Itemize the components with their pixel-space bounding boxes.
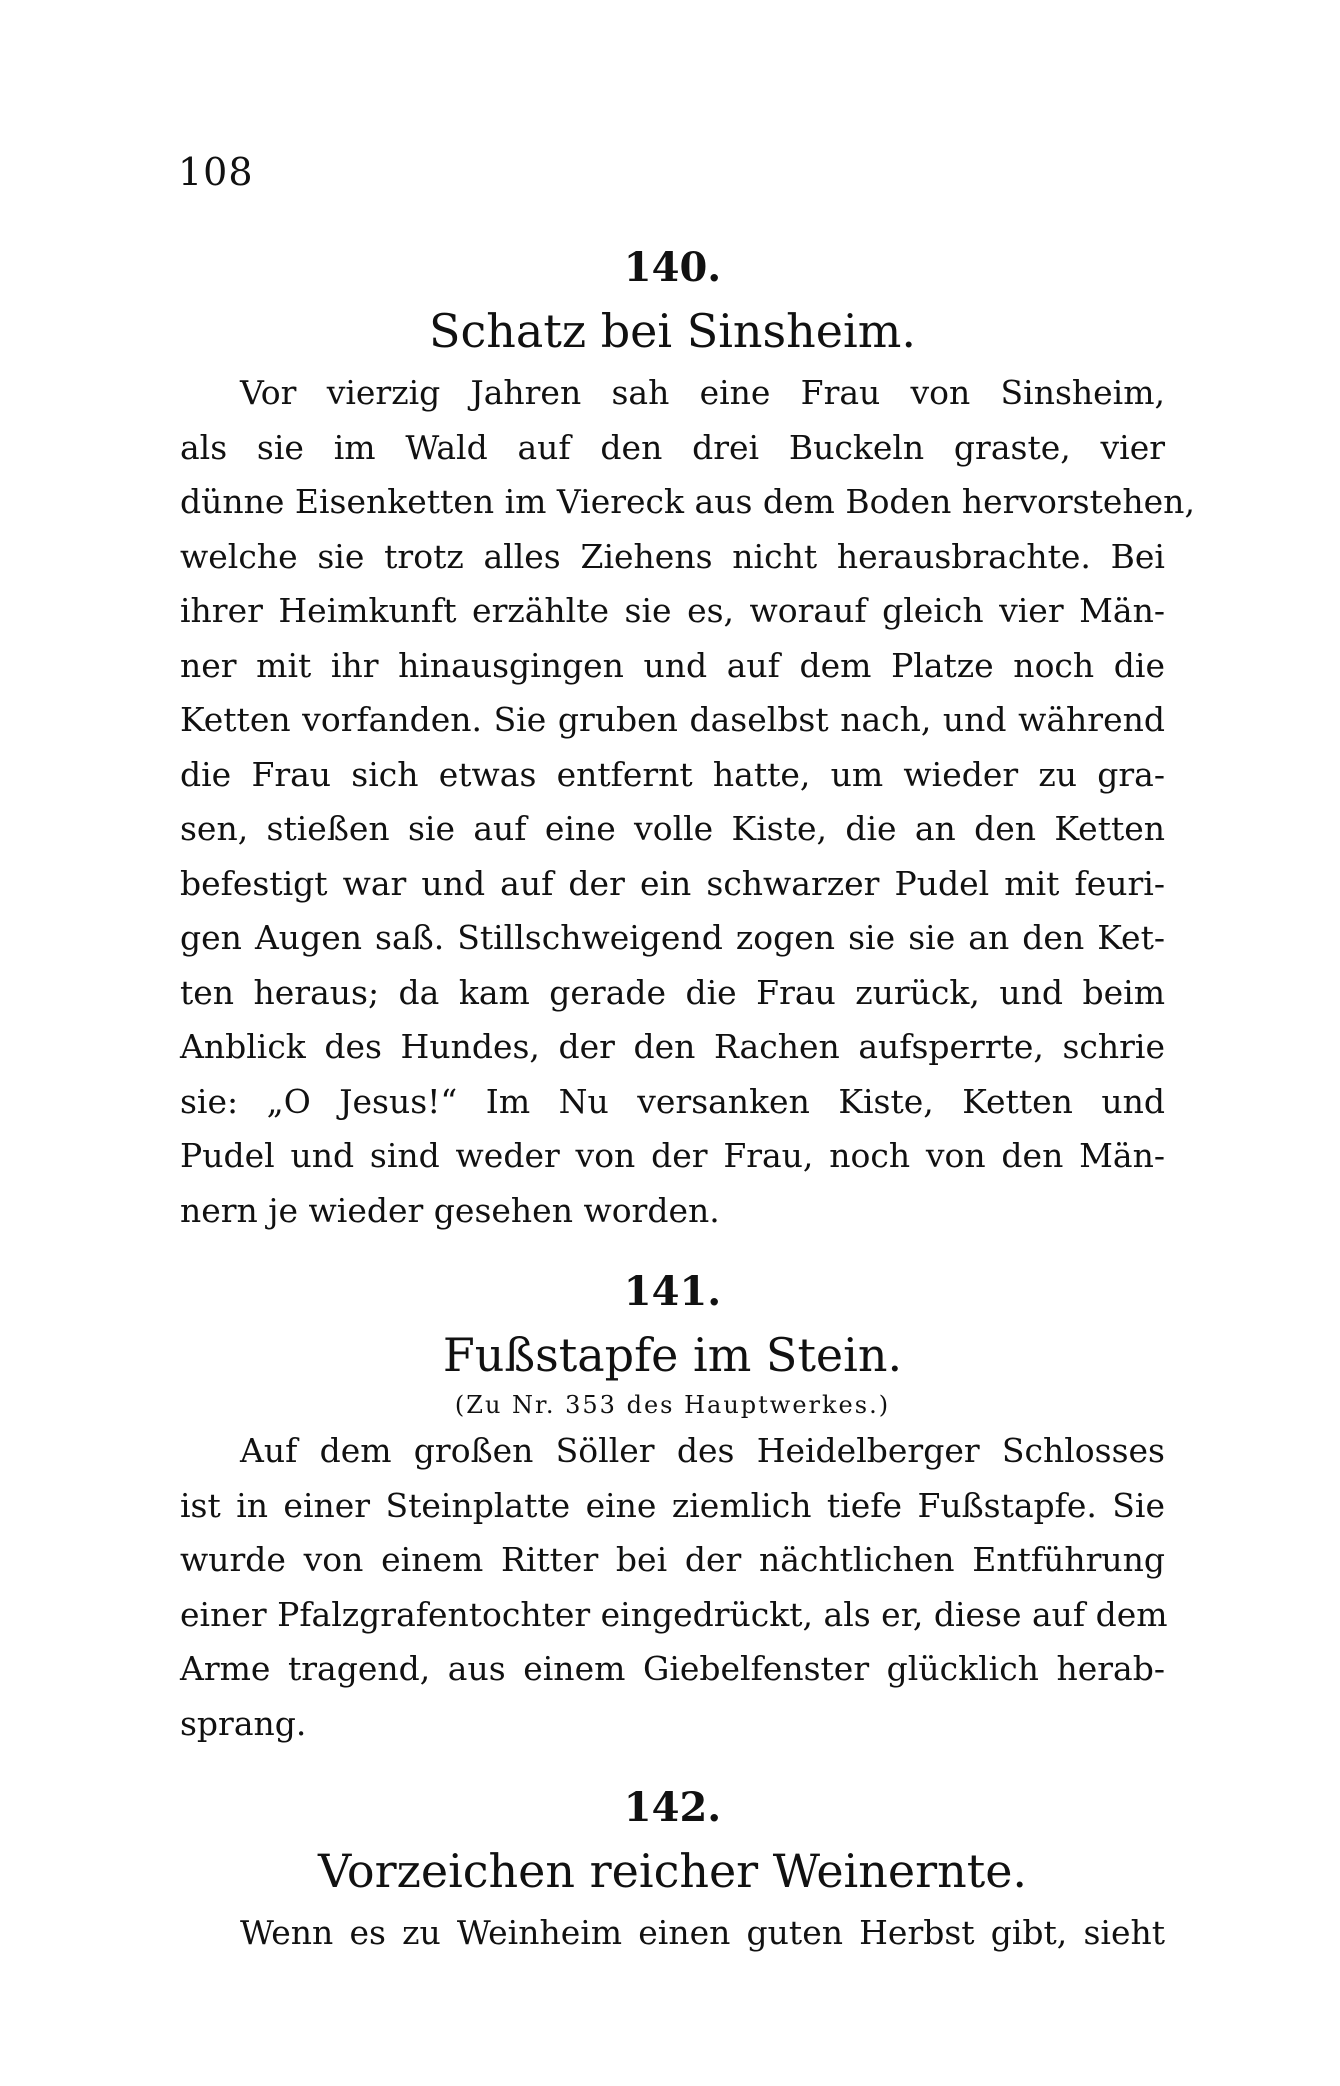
text-line: Anblick des Hundes, der den Rachen aufsperrte, schrie [180, 1027, 1165, 1066]
text-line: die Frau sich etwas entfernt hatte, um wieder zu gra- [180, 754, 1165, 794]
text-line: nern je wieder gesehen worden. [180, 1190, 720, 1230]
text-line: gen Augen saß. Stillschweigend zogen sie sie an den Ket- [180, 918, 1165, 957]
section-number: 140. [623, 244, 722, 291]
page-number: 108 [178, 150, 254, 194]
text-line: befestigt war und auf der ein schwarzer Pudel mit feuri- [180, 863, 1165, 903]
text-line: als sie im Wald auf den drei Buckeln graste, vier [180, 427, 1165, 467]
text-line: Pudel und sind weder von der Frau, noch von den Män- [180, 1136, 1165, 1175]
text-line: ist in einer Steinplatte eine ziemlich tiefe Fußstapfe. Sie [180, 1485, 1165, 1525]
text-line: sprang. [180, 1703, 307, 1743]
section-text [180, 1424, 1168, 1751]
section-141 [180, 1262, 1168, 1751]
section-title: Schatz bei Sinsheim. [429, 304, 916, 358]
text-line: sen, stießen sie auf eine volle Kiste, die an den Ketten [180, 809, 1165, 848]
text-line: einer Pfalzgrafentochter eingedrückt, als er, diese auf dem [180, 1594, 1168, 1634]
section-number: 141. [623, 1268, 722, 1315]
text-line: welche sie trotz alles Ziehens nicht herausbrachte. Bei [180, 536, 1165, 576]
text-line: Vor vierzig Jahren sah eine Frau von Sinsheim, [240, 373, 1165, 412]
text-line: dünne Eisenketten im Viereck aus dem Boden hervorstehen, [180, 482, 1195, 521]
text-line: Ketten vorfanden. Sie gruben daselbst nach, und während [180, 700, 1165, 739]
section-text [180, 1906, 1165, 1961]
text-line: ner mit ihr hinausgingen und auf dem Platze noch die [180, 645, 1165, 685]
text-line: wurde von einem Ritter bei der nächtlichen Entführung [180, 1540, 1165, 1579]
text-line: Wenn es zu Weinheim einen guten Herbst gibt, sieht [240, 1913, 1165, 1952]
section-142 [180, 1778, 1165, 1961]
text-line: Auf dem großen Söller des Heidelberger Schlosses [240, 1431, 1165, 1470]
text-line: sie: „O Jesus!“ Im Nu versanken Kiste, Ketten und [180, 1081, 1165, 1121]
section-title: Fußstapfe im Stein. [442, 1328, 903, 1382]
text-line: Arme tragend, aus einem Giebelfenster glücklich herab- [180, 1649, 1165, 1688]
section-note: (Zu Nr. 353 des Hauptwerkes.) [454, 1391, 891, 1419]
section-text [180, 366, 1195, 1238]
text-line: ten heraus; da kam gerade die Frau zurück, und beim [180, 972, 1165, 1012]
section-number: 142. [623, 1784, 722, 1831]
section-140 [180, 238, 1195, 1238]
section-title: Vorzeichen reicher Weinernte. [317, 1844, 1028, 1898]
text-line: ihrer Heimkunft erzählte sie es, worauf gleich vier Män- [180, 591, 1165, 630]
